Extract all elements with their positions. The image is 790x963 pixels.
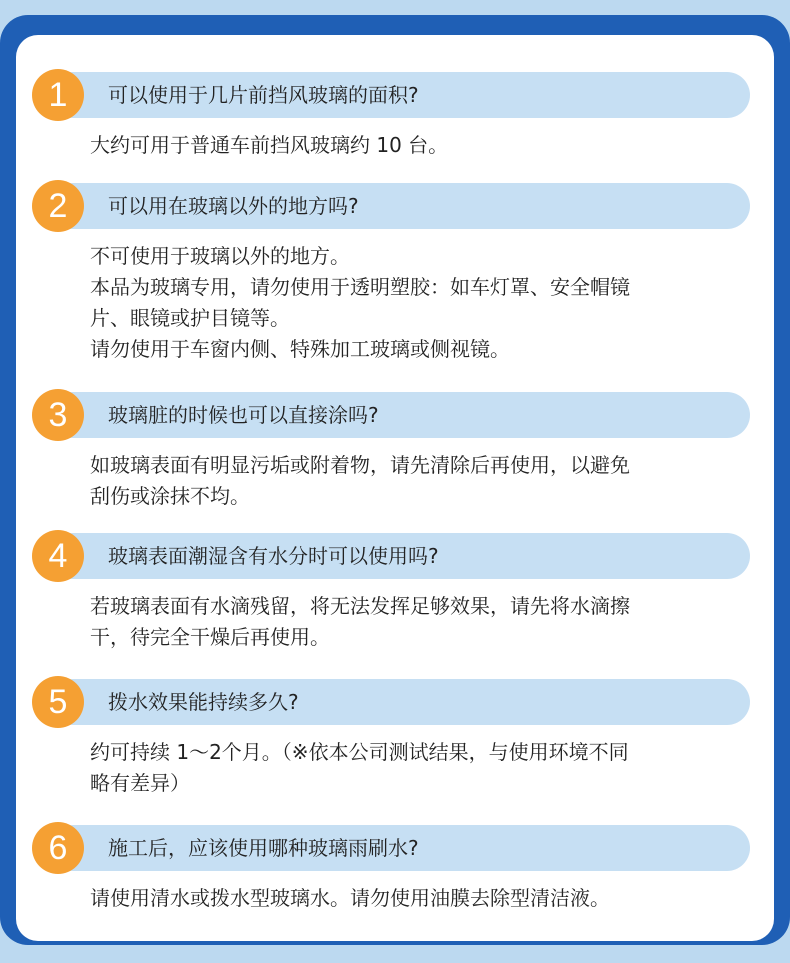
answer-text — [90, 883, 750, 914]
answer-line: 如玻璃表面有明显污垢或附着物，请先清除后再使用，以避免 — [90, 453, 630, 477]
question-number-badge: 2 — [32, 180, 84, 232]
answer-line: 干，待完全干燥后再使用。 — [90, 625, 330, 649]
question-number-badge: 4 — [32, 530, 84, 582]
question-number-badge: 3 — [32, 389, 84, 441]
question-bar — [50, 183, 750, 229]
answer-text — [90, 591, 750, 653]
answer-line: 大约可用于普通车前挡风玻璃约 10 台。 — [90, 133, 449, 157]
answer-text — [90, 737, 750, 799]
answer-text — [90, 130, 750, 161]
question-text: 可以使用于几片前挡风玻璃的面积? — [108, 83, 419, 107]
question-text: 可以用在玻璃以外的地方吗? — [108, 194, 359, 218]
answer-line: 本品为玻璃专用，请勿使用于透明塑胶：如车灯罩、安全帽镜 — [90, 275, 630, 299]
question-bar — [50, 825, 750, 871]
question-text: 施工后，应该使用哪种玻璃雨刷水? — [108, 836, 419, 860]
question-text: 玻璃表面潮湿含有水分时可以使用吗? — [108, 544, 439, 568]
answer-line: 若玻璃表面有水滴残留，将无法发挥足够效果，请先将水滴擦 — [90, 594, 630, 618]
question-text: 玻璃脏的时候也可以直接涂吗? — [108, 403, 379, 427]
outer-frame — [0, 15, 790, 945]
answer-line: 约可持续 1～2个月。（※依本公司测试结果，与使用环境不同 — [90, 740, 629, 764]
question-text: 拨水效果能持续多久? — [108, 690, 299, 714]
question-bar — [50, 72, 750, 118]
question-bar — [50, 679, 750, 725]
answer-line: 请勿使用于车窗内侧、特殊加工玻璃或侧视镜。 — [90, 337, 510, 361]
answer-text — [90, 450, 750, 512]
question-bar — [50, 533, 750, 579]
answer-line: 刮伤或涂抹不均。 — [90, 484, 250, 508]
answer-text — [90, 241, 750, 365]
answer-line: 略有差异） — [90, 771, 190, 795]
question-number-badge: 6 — [32, 822, 84, 874]
question-number-badge: 1 — [32, 69, 84, 121]
question-number-badge: 5 — [32, 676, 84, 728]
faq-card — [16, 35, 774, 941]
answer-line: 请使用清水或拨水型玻璃水。请勿使用油膜去除型清洁液。 — [90, 886, 610, 910]
answer-line: 片、眼镜或护目镜等。 — [90, 306, 290, 330]
question-bar — [50, 392, 750, 438]
answer-line: 不可使用于玻璃以外的地方。 — [90, 244, 350, 268]
